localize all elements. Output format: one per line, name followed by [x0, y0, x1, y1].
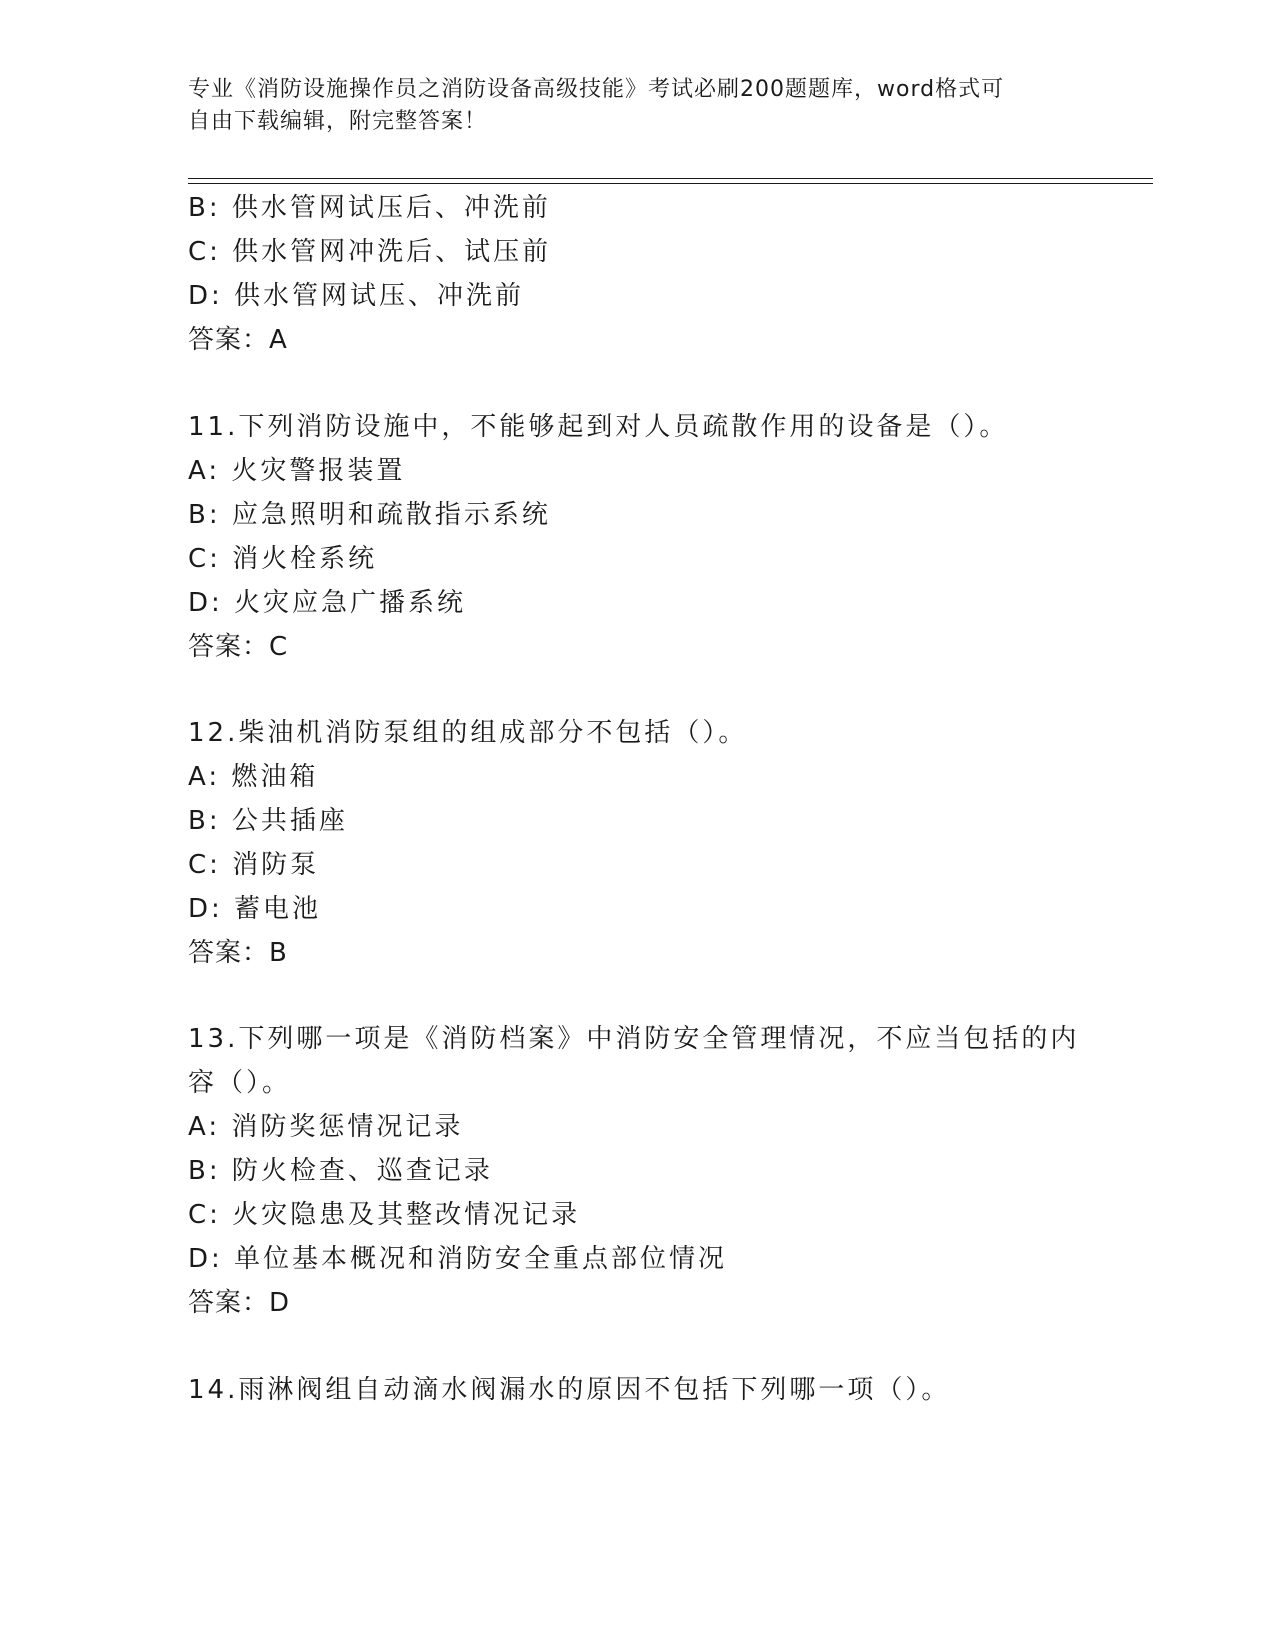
q13-option-c: C: 火灾隐患及其整改情况记录	[188, 1200, 581, 1230]
q12-option-d: D: 蓄电池	[188, 894, 322, 924]
q10-option-b: B: 供水管网试压后、冲洗前	[188, 193, 551, 223]
q11-option-d: D: 火灾应急广播系统	[188, 588, 467, 618]
q12-option-b: B: 公共插座	[188, 806, 348, 836]
q12-option-a: A: 燃油箱	[188, 762, 319, 792]
q14-stem: 14.雨淋阀组自动滴水阀漏水的原因不包括下列哪一项（）。	[188, 1375, 951, 1405]
q12-option-c: C: 消防泵	[188, 850, 320, 880]
q10-option-d: D: 供水管网试压、冲洗前	[188, 281, 525, 311]
q13-stem-line-2: 容（）。	[188, 1068, 292, 1098]
q13-answer: 答案：D	[188, 1288, 291, 1318]
q13-option-b: B: 防火检查、巡查记录	[188, 1156, 493, 1186]
header-line-2: 自由下载编辑，附完整答案！	[188, 109, 488, 134]
q11-stem: 11.下列消防设施中，不能够起到对人员疏散作用的设备是（）。	[188, 412, 1009, 442]
q13-option-d: D: 单位基本概况和消防安全重点部位情况	[188, 1244, 728, 1274]
header-line-1: 专业《消防设施操作员之消防设备高级技能》考试必刷200题题库，word格式可	[188, 77, 1005, 102]
header-divider-top	[188, 178, 1153, 179]
q10-option-c: C: 供水管网冲洗后、试压前	[188, 237, 552, 267]
q11-option-b: B: 应急照明和疏散指示系统	[188, 500, 551, 530]
document-header	[188, 74, 1068, 138]
q12-answer: 答案：B	[188, 938, 288, 968]
q12-stem: 12.柴油机消防泵组的组成部分不包括（）。	[188, 718, 748, 748]
q11-option-a: A: 火灾警报装置	[188, 456, 406, 486]
header-divider-bottom	[188, 183, 1153, 184]
q11-answer: 答案：C	[188, 632, 289, 662]
q11-option-c: C: 消火栓系统	[188, 544, 378, 574]
q13-option-a: A: 消防奖惩情况记录	[188, 1112, 464, 1142]
q10-answer: 答案：A	[188, 325, 288, 355]
q13-stem-line-1: 13.下列哪一项是《消防档案》中消防安全管理情况，不应当包括的内	[188, 1024, 1080, 1054]
